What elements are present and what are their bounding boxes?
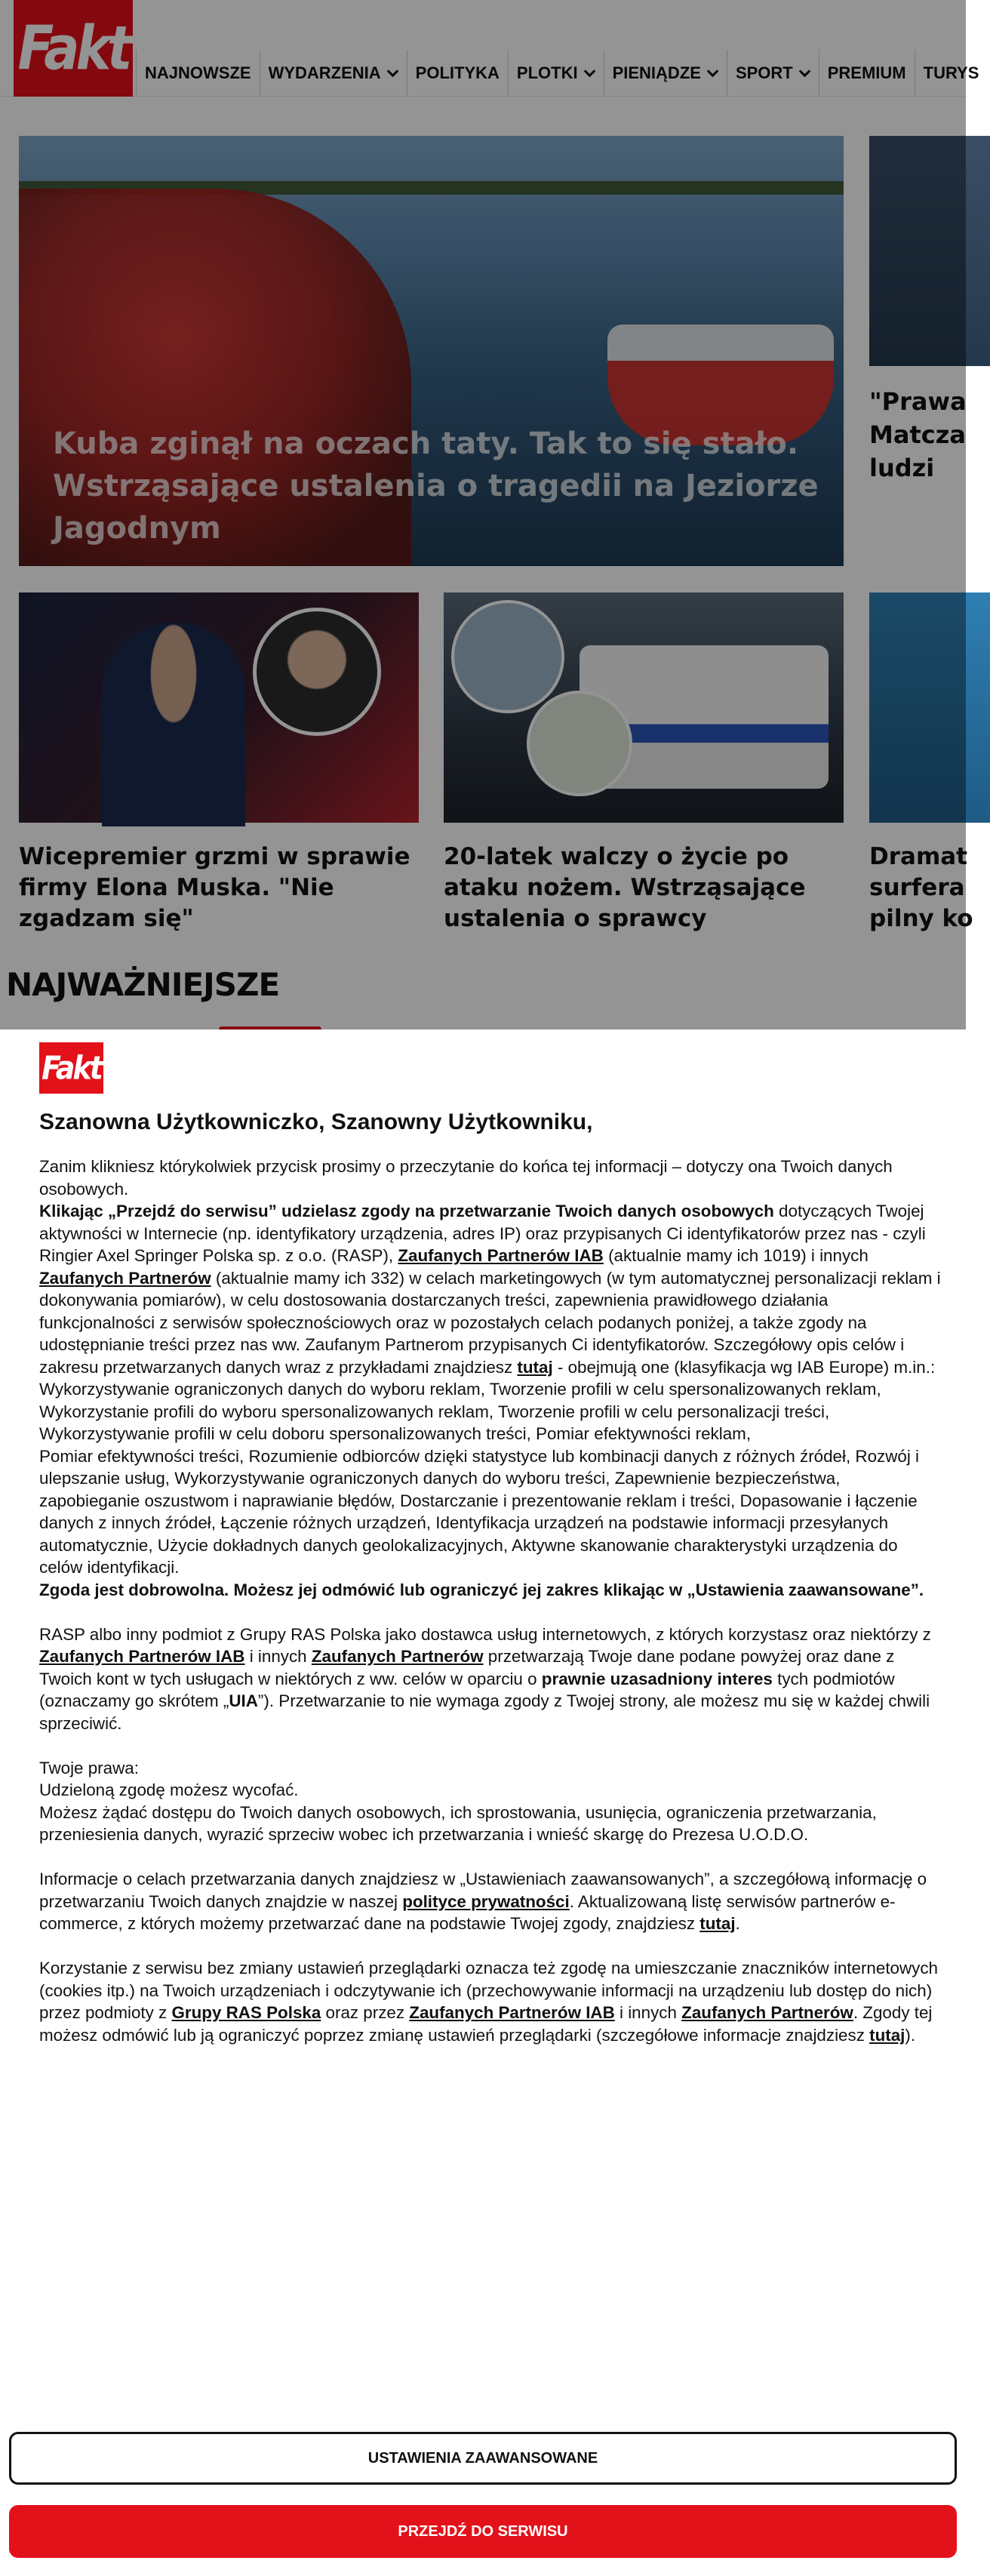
go-to-site-button[interactable]: PRZEJDŹ DO SERWISU: [9, 2505, 957, 2558]
consent-text: RASP albo inny podmiot z Grupy RAS Polska jako dostawca usług internetowych, z których korzystasz oraz niektórzy z: [39, 1624, 931, 1644]
consent-body: [39, 1156, 945, 2046]
nav-label: POLITYKA: [415, 63, 500, 82]
tile-headline-3[interactable]: Dramat surfera pilny ko: [869, 843, 973, 932]
consent-text: (aktualnie mamy ich 1019) i innych: [603, 1246, 869, 1265]
nav-label: WYDARZENIA: [268, 63, 381, 82]
spacer: [39, 1935, 945, 1958]
rights-title: Twoje prawa:: [39, 1758, 139, 1777]
consent-logo: [39, 1042, 103, 1094]
consent-bold-text: Klikając „Przejdź do serwisu” udzielasz zgody na przetwarzanie Twoich danych osobowych: [39, 1202, 774, 1220]
consent-text: i innych: [244, 1647, 312, 1666]
consent-text: przetwarzają Twoje dane podane powyżej oraz dane z Twoich kont w tych usługach w niektórych z ww. celów w oparciu o: [39, 1647, 895, 1688]
consent-bold-text: UIA: [229, 1691, 258, 1710]
link-iab-partners[interactable]: Zaufanych Partnerów IAB: [398, 1246, 604, 1265]
side-article-headline[interactable]: "Prawa Matcza ludzi: [869, 387, 967, 482]
consent-text: dotyczących Twojej aktywności w Internecie (np. identyfikatory urządzenia, adres IP) oraz przypisanych Ci identyfikatorów przez nas - czyli Ringier Axel Springer Polska sp. z o.o. (RASP),: [39, 1202, 926, 1265]
link-iab-partners[interactable]: Zaufanych Partnerów IAB: [409, 2003, 615, 2022]
consent-text: i innych: [614, 2003, 682, 2022]
consent-text: (aktualnie mamy ich 332) w celach marketingowych (w tym automatycznej personalizacji reklam i dokonywania pomiarów), w celu dostosowania dostarczanych treści, zapewnienia prawidłowego działania funkcjonalności z serwisów społecznościowych oraz w pozostałych celach podanych poniżej, a także zgody na udostępnianie treści przez nas ww. Zaufanym Partnerom przypisanych Ci identyfikatorów. Szczegółowy opis celów i zakresu przetwarzanych danych wraz z przykładami znajdziesz: [39, 1268, 941, 1377]
consent-text: ”). Przetwarzanie to nie wymaga zgody z Twojej strony, ale możesz mu się w każdej chwili sprzeciwić.: [39, 1691, 930, 1733]
consent-text: Korzystanie z serwisu bez zmiany ustawień przeglądarki oznacza też zgodę na umieszczanie znaczników internetowych (cookies itp.) na Twoich urządzeniach i odczytywanie ich (przechowywanie informacji na urządzeniu lub dostęp do nich) przez podmioty z: [39, 1959, 939, 2022]
nav-label: PLOTKI: [516, 63, 578, 82]
nav-label: PREMIUM: [827, 63, 906, 82]
consent-cookies: [39, 1957, 945, 2046]
spacer: [39, 1601, 945, 1623]
rights-item: Udzieloną zgodę możesz wycofać.: [39, 1780, 299, 1799]
link-tutaj-purposes[interactable]: tutaj: [517, 1357, 553, 1377]
consent-text: . Aktualizowaną listę serwisów partnerów e-commerce, z których możemy przetwarzać dane na podstawie Twojej zgody, znajdziesz: [39, 1891, 896, 1933]
link-iab-partners[interactable]: Zaufanych Partnerów IAB: [39, 1647, 245, 1666]
spacer: [39, 1846, 945, 1869]
nav-label: SPORT: [735, 63, 793, 82]
spacer: [39, 1734, 945, 1757]
consent-text: ).: [905, 2025, 916, 2045]
consent-intro: Zanim klikniesz którykolwiek przycisk prosimy o przeczytanie do końca tej informacji – dotyczy ona Twoich danych osobowych.: [39, 1157, 893, 1199]
consent-text: oraz przez: [321, 2003, 410, 2022]
link-tutaj-browser[interactable]: tutaj: [869, 2025, 905, 2045]
site-logo-text: Fakt: [17, 12, 129, 85]
consent-legitimate-interest: [39, 1623, 945, 1735]
advanced-settings-button[interactable]: USTAWIENIA ZAAWANSOWANE: [9, 2432, 957, 2485]
tile-headline-2[interactable]: 20-latek walczy o życie po ataku nożem. Wstrząsające ustalenia o sprawcy: [444, 843, 806, 932]
link-tutaj-ecommerce[interactable]: tutaj: [699, 1914, 736, 1933]
consent-paragraph-main: [39, 1200, 945, 1445]
consent-text: - obejmują one (klasyfikacja wg IAB Europe) m.in.: Wykorzystywanie ograniczonych danych do wyboru reklam, Tworzenie profili w celu spersonalizowanych reklam, Wykorzystanie profili do wyboru spersonalizowanych reklam, Tworzenie profili w celu personalizacji treści, Wykorzystywanie profili w celu doboru spersonalizowanych treści, Pomiar efektywności reklam,: [39, 1357, 936, 1443]
consent-text: . Zgody tej możesz odmówić lub ją ograniczyć poprzez zmianę ustawień przeglądarki (szczegółowe informacje znajdziesz: [39, 2003, 933, 2045]
consent-text: Informacje o celach przetwarzania danych znajdziesz w „Ustawieniach zaawansowanych”, a szczegółową informację o przetwarzaniu Twoich danych znajdzie w naszej: [39, 1870, 927, 1911]
link-privacy-policy[interactable]: polityce prywatności: [402, 1891, 570, 1911]
consent-bold-text: Zgoda jest dobrowolna. Możesz jej odmówić lub ograniczyć jej zakres klikając w „Ustawienia zaawansowane”.: [39, 1580, 924, 1599]
consent-text: tych podmiotów (oznaczamy go skrótem „: [39, 1669, 895, 1710]
consent-voluntary: [39, 1579, 945, 1602]
tile-headline-1[interactable]: Wicepremier grzmi w sprawie firmy Elona Muska. "Nie zgadzam się": [19, 843, 410, 932]
nav-label: PIENIĄDZE: [612, 63, 701, 82]
nav-label: TURYS: [923, 63, 979, 82]
link-trusted-partners[interactable]: Zaufanych Partnerów: [681, 2003, 853, 2022]
rights-item: Możesz żądać dostępu do Twoich danych osobowych, ich sprostowania, usunięcia, ograniczenia przetwarzania, przeniesienia danych, wyrazić sprzeciw wobec ich przetwarzania i wnieść skargę do Prezesa U.O.D.O.: [39, 1802, 877, 1844]
consent-bold-text: prawnie uzasadniony interes: [541, 1669, 773, 1688]
consent-heading: Szanowna Użytkowniczko, Szanowny Użytkowniku,: [39, 1109, 593, 1134]
consent-text: .: [735, 1914, 740, 1933]
link-trusted-partners[interactable]: Zaufanych Partnerów: [39, 1268, 211, 1288]
link-trusted-partners[interactable]: Zaufanych Partnerów: [311, 1647, 484, 1666]
hero-headline[interactable]: Kuba zginął na oczach taty. Tak to się stało. Wstrząsające ustalenia o tragedii na Jeziorze Jagodnym: [53, 426, 819, 546]
modal-backdrop: [0, 0, 966, 1029]
consent-purposes: Pomiar efektywności treści, Rozumienie odbiorców dzięki statystyce lub kombinacji danych z różnych źródeł, Rozwój i ulepszanie usług, Wykorzystywanie ograniczonych danych do wyboru treści, Zapewnienie bezpieczeństwa, zapobieganie oszustwom i naprawianie błędów, Dostarczanie i prezentowanie reklam i treści, Dopasowanie i łączenie danych z innych źródeł, Łączenie różnych urządzeń, Identyfikacja urządzeń na podstawie informacji przesyłanych automatycznie, Użycie dokładnych danych geolokalizacyjnych, Aktywne skanowanie charakterystyki urządzenia do celów identyfikacji.: [39, 1446, 920, 1577]
nav-label: NAJNOWSZE: [145, 63, 251, 82]
section-heading: NAJWAŻNIEJSZE: [6, 966, 280, 1003]
consent-logo-text: Fakt: [42, 1049, 101, 1087]
link-ras-group[interactable]: Grupy RAS Polska: [171, 2003, 321, 2022]
consent-privacy-info: [39, 1868, 945, 1935]
consent-dialog: [0, 1029, 966, 2576]
